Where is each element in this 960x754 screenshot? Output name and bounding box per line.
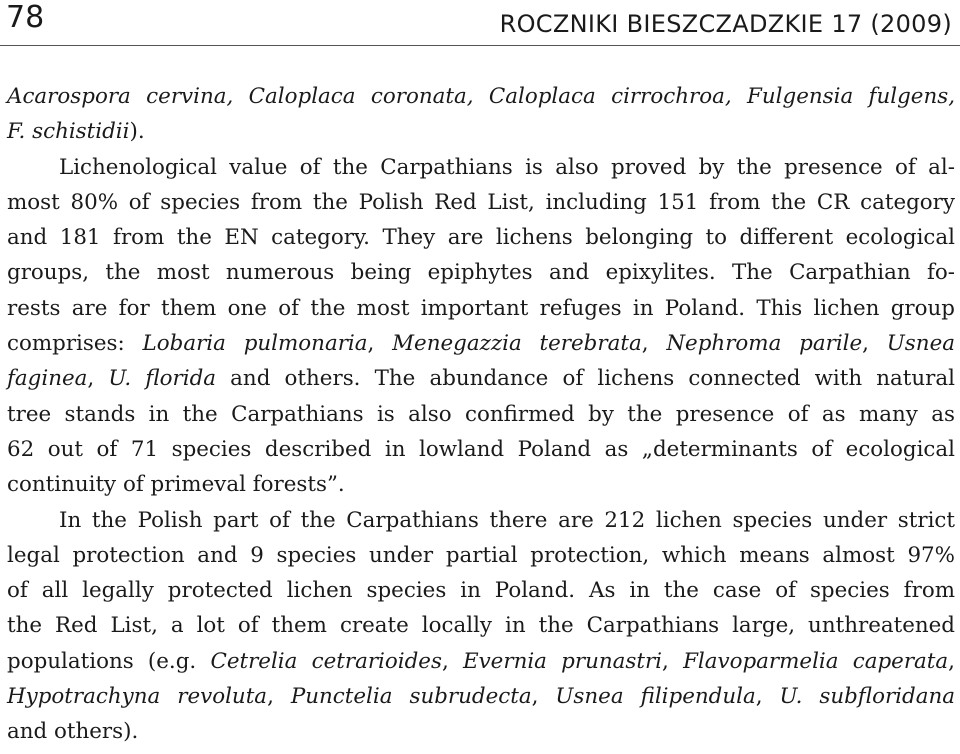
text-run: groups, the most numerous being epiphytes and epixylites. The Carpathian fo-	[7, 260, 955, 286]
italic-species-name: Lobaria pulmonaria	[142, 331, 368, 357]
text-run: ).	[129, 119, 145, 145]
text-run: ,	[641, 331, 667, 357]
italic-species-name: faginea	[7, 366, 88, 392]
text-line	[7, 644, 955, 679]
text-run: ,	[948, 648, 955, 674]
text-run: and others. The abundance of lichens connected with natural	[216, 366, 955, 392]
text-line	[7, 291, 955, 326]
page-number: 78	[6, 0, 45, 35]
text-line	[7, 150, 955, 185]
italic-species-name: Acarospora cervina, Caloplaca coronata, Caloplaca cirrochroa, Fulgensia fulgens,	[7, 84, 955, 109]
text-line	[7, 714, 955, 749]
italic-species-name: Flavoparmelia caperata	[683, 648, 949, 674]
text-run: ,	[862, 331, 887, 357]
italic-species-name: U. florida	[108, 366, 217, 392]
text-run: comprises:	[7, 331, 143, 357]
text-run: populations (e.g.	[7, 648, 211, 674]
text-run: In the Polish part of the Carpathians there are 212 lichen species under strict	[59, 507, 955, 533]
text-run: most 80% of species from the Polish Red List, including 151 from the CR category	[7, 189, 955, 215]
running-head: ROCZNIKI BIESZCZADZKIE 17 (2009)	[499, 10, 952, 38]
italic-species-name: Menegazzia terebrata	[392, 331, 642, 357]
italic-species-name: Evernia prunastri	[462, 648, 663, 674]
text-run: 62 out of 71 species described in lowland Poland as „determinants of ecological	[7, 436, 955, 462]
body-text	[7, 79, 955, 750]
italic-species-name: F. schistidii	[7, 119, 130, 145]
text-run: rests are for them one of the most important refuges in Poland. This lichen group	[7, 295, 955, 321]
text-line	[7, 326, 955, 361]
text-line	[7, 538, 955, 573]
text-line	[7, 220, 955, 255]
header-rule	[0, 45, 960, 46]
text-run: and 181 from the EN category. They are lichens belonging to different ecological	[7, 225, 955, 251]
text-line	[7, 255, 955, 290]
text-run: ,	[267, 684, 291, 710]
text-run: Lichenological value of the Carpathians is also proved by the presence of al-	[59, 154, 955, 180]
text-run: ,	[87, 366, 109, 392]
text-run: legal protection and 9 species under partial protection, which means almost 97%	[7, 542, 955, 568]
text-line	[7, 432, 955, 467]
text-run: continuity of primeval forests”.	[7, 472, 345, 498]
italic-species-name: Usnea filipendula	[555, 684, 756, 710]
text-run: ,	[441, 648, 463, 674]
text-run: ,	[531, 684, 556, 710]
italic-species-name: U. subfloridana	[779, 684, 955, 710]
text-line	[7, 114, 955, 149]
italic-species-name: Usnea	[886, 331, 955, 357]
text-line	[7, 503, 955, 538]
text-line	[7, 79, 955, 114]
text-run: the Red List, a lot of them create locally in the Carpathians large, unthreatened	[7, 613, 955, 639]
text-line	[7, 361, 955, 396]
text-run: of all legally protected lichen species in Poland. As in the case of species from	[7, 578, 955, 604]
text-run: ,	[367, 331, 393, 357]
text-line	[7, 467, 955, 502]
italic-species-name: Cetrelia cetrarioides	[210, 648, 442, 674]
text-line	[7, 679, 955, 714]
text-run: ,	[755, 684, 780, 710]
text-run: and others).	[7, 719, 139, 745]
text-run: tree stands in the Carpathians is also confirmed by the presence of as many as	[7, 401, 955, 427]
text-line	[7, 573, 955, 608]
text-line	[7, 608, 955, 643]
text-run: ,	[662, 648, 684, 674]
text-line	[7, 185, 955, 220]
italic-species-name: Punctelia subrudecta	[290, 684, 532, 710]
italic-species-name: Hypotrachyna revoluta	[7, 684, 268, 710]
italic-species-name: Nephroma parile	[666, 331, 863, 357]
text-line	[7, 397, 955, 432]
